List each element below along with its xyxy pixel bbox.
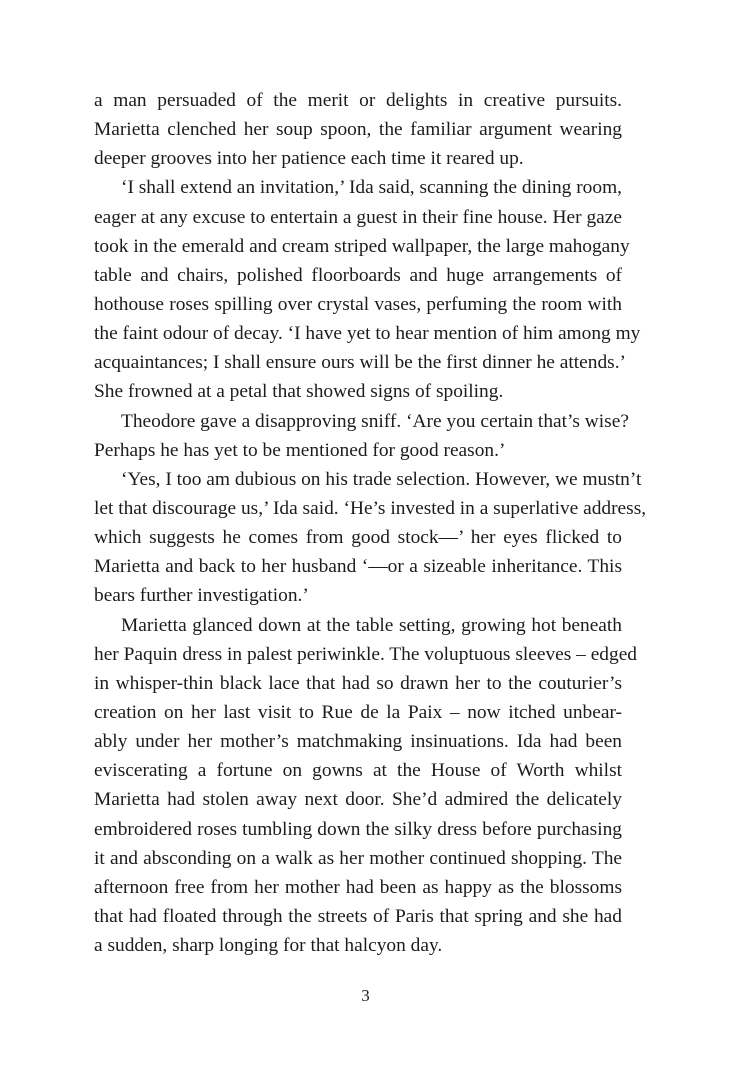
text-line: embroidered roses tumbling down the silky dress before purchasing xyxy=(94,818,622,840)
text-line: table and chairs, polished floorboards and huge arrangements of xyxy=(94,264,622,286)
text-line: ably under her mother’s matchmaking insinuations. Ida had been xyxy=(94,731,622,753)
text-line: She frowned at a petal that showed signs of spoiling. xyxy=(94,381,504,403)
text-line: in whisper-thin black lace that had so drawn her to the couturier’s xyxy=(94,672,622,694)
text-line: it and absconding on a walk as her mother continued shopping. The xyxy=(94,847,622,869)
text-line: hothouse roses spilling over crystal vases, perfuming the room with xyxy=(94,293,622,315)
text-line: let that discourage us,’ Ida said. ‘He’s invested in a superlative address, xyxy=(94,497,647,519)
text-line: deeper grooves into her patience each time it reared up. xyxy=(94,148,524,170)
text-line: a sudden, sharp longing for that halcyon day. xyxy=(94,935,443,957)
text-line: bears further investigation.’ xyxy=(94,585,309,607)
text-line: ‘Yes, I too am dubious on his trade selection. However, we mustn’t xyxy=(121,468,642,490)
text-line: eviscerating a fortune on gowns at the House of Worth whilst xyxy=(94,760,622,782)
text-line: acquaintances; I shall ensure ours will be the first dinner he attends.’ xyxy=(94,352,626,374)
text-line: Perhaps he has yet to be mentioned for good reason.’ xyxy=(94,439,506,461)
text-line: which suggests he comes from good stock—’ her eyes flicked to xyxy=(94,527,622,549)
text-line: took in the emerald and cream striped wallpaper, the large mahogany xyxy=(94,235,630,257)
text-line: Marietta glanced down at the table setting, growing hot beneath xyxy=(121,614,622,636)
page-number: 3 xyxy=(361,986,370,1005)
text-line: eager at any excuse to entertain a guest in their fine house. Her gaze xyxy=(94,206,622,228)
text-line: her Paquin dress in palest periwinkle. The voluptuous sleeves – edged xyxy=(94,643,638,665)
text-line: creation on her last visit to Rue de la Paix – now itched unbear- xyxy=(94,701,622,723)
text-line: Marietta and back to her husband ‘—or a sizeable inheritance. This xyxy=(94,556,622,578)
text-line: the faint odour of decay. ‘I have yet to hear mention of him among my xyxy=(94,323,641,345)
text-line: Marietta had stolen away next door. She’d admired the delicately xyxy=(94,789,622,811)
text-line: a man persuaded of the merit or delights in creative pursuits. xyxy=(94,90,622,111)
text-line: Theodore gave a disapproving sniff. ‘Are you certain that’s wise? xyxy=(121,410,629,432)
text-line: afternoon free from her mother had been as happy as the blossoms xyxy=(94,876,622,898)
body-text xyxy=(94,86,647,960)
text-line: that had floated through the streets of Paris that spring and she had xyxy=(94,905,622,927)
text-line: ‘I shall extend an invitation,’ Ida said, scanning the dining room, xyxy=(121,177,622,199)
text-line: Marietta clenched her soup spoon, the familiar argument wearing xyxy=(94,119,622,141)
